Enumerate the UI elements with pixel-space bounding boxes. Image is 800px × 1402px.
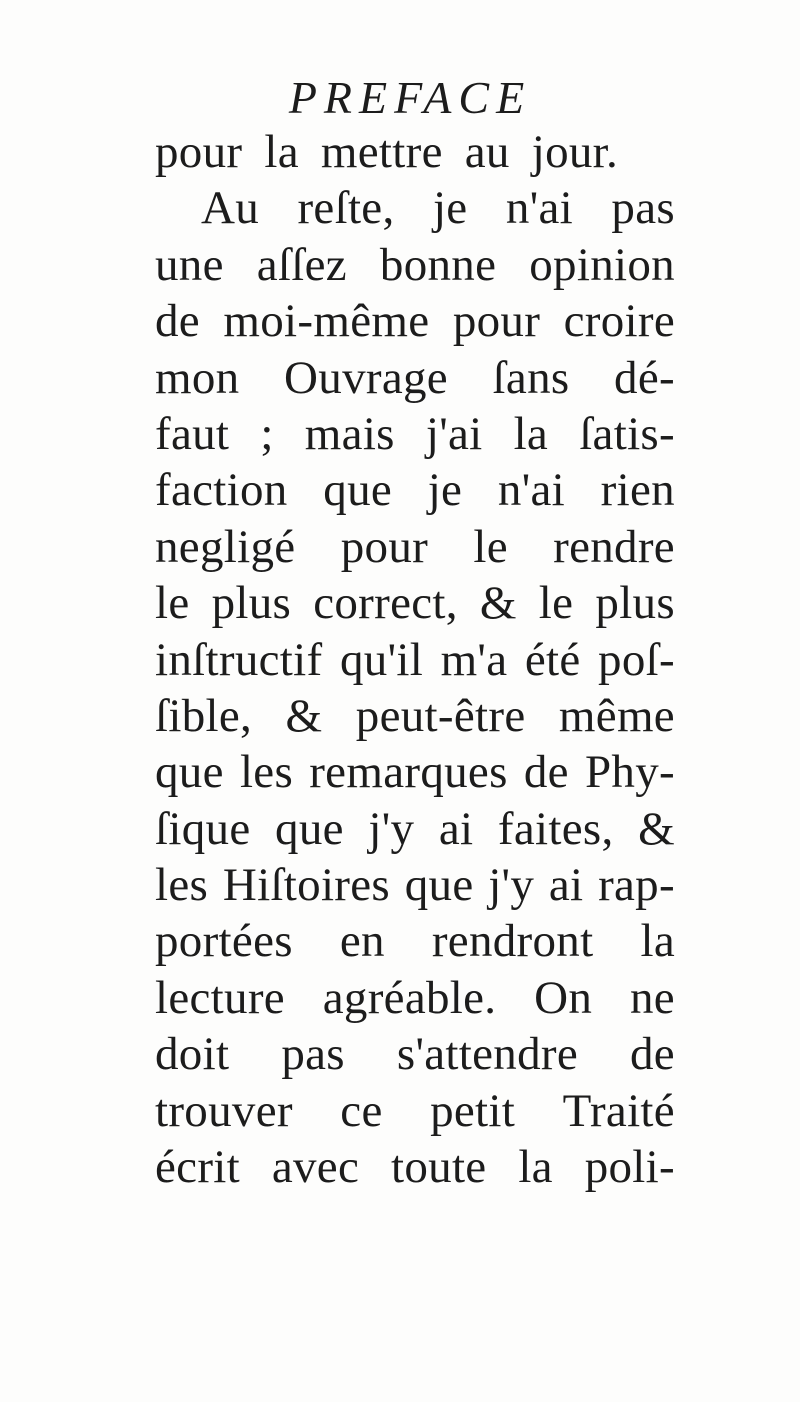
text-line: ſique que j'y ai faites, & <box>155 802 675 855</box>
text-line: faut ; mais j'ai la ſatis- <box>155 407 675 460</box>
text-line: portées en rendront la <box>155 915 675 968</box>
text-line: doit pas s'attendre de <box>155 1028 675 1081</box>
text-line: les Hiſtoires que j'y ai rap- <box>155 859 675 912</box>
body-text <box>155 124 675 1195</box>
text-line: Au reſte, je n'ai pas <box>201 182 675 235</box>
text-line: le plus correct, & le plus <box>155 577 675 630</box>
text-line: lecture agréable. On ne <box>155 971 675 1024</box>
text-line: mon Ouvrage ſans dé- <box>155 351 675 404</box>
text-line: trouver ce petit Traité <box>155 1084 675 1137</box>
text-line: inſtructif qu'il m'a été poſ- <box>155 633 675 686</box>
text-line: que les remarques de Phy- <box>155 746 675 799</box>
text-line: une aſſez bonne opinion <box>155 238 675 291</box>
text-line: de moi-même pour croire <box>155 295 675 348</box>
text-line: ſible, & peut-être même <box>155 689 675 742</box>
text-line: faction que je n'ai rien <box>155 464 675 517</box>
text-line: écrit avec toute la poli- <box>155 1141 675 1194</box>
running-head: PREFACE <box>288 72 532 123</box>
text-line: pour la mettre au jour. <box>155 126 619 178</box>
text-line: negligé pour le rendre <box>155 520 675 573</box>
